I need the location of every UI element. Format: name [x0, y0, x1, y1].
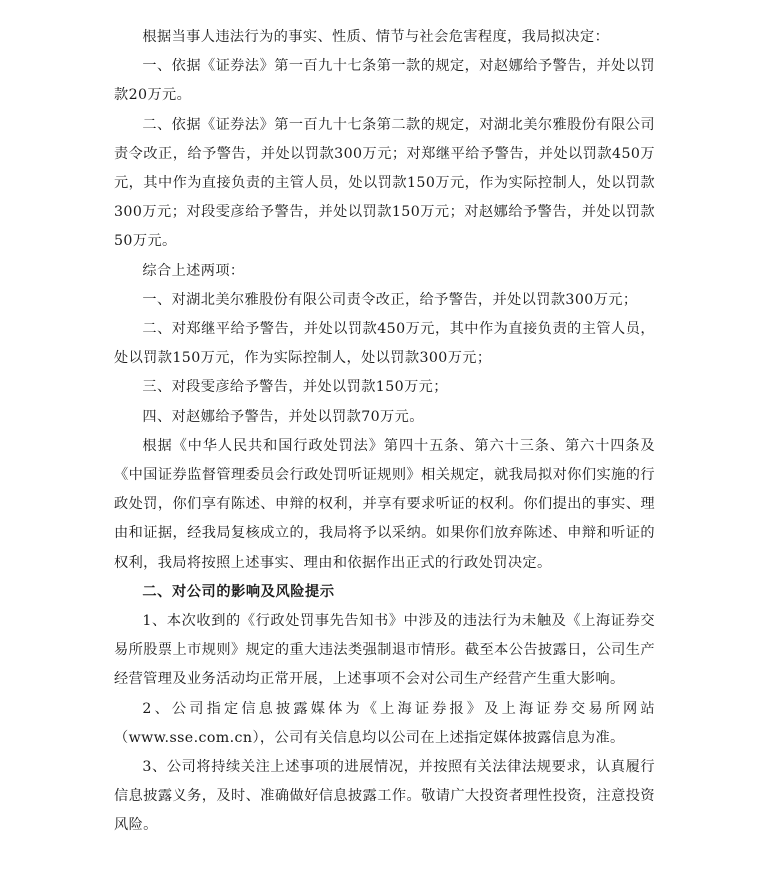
- paragraph-summary-item-2: 二、对郑继平给予警告，并处以罚款450万元，其中作为直接负责的主管人员，处以罚款150万元，作为实际控制人，处以罚款300万元；: [114, 321, 655, 367]
- document-page: [114, 23, 655, 841]
- paragraph-summary-intro: 综合上述两项：: [142, 262, 245, 279]
- paragraph-hearing-rights: 根据《中华人民共和国行政处罚法》第四十五条、第六十三条、第六十四条及《中国证券监督管理委员会行政处罚听证规则》相关规定，就我局拟对你们实施的行政处罚，你们享有陈述、申辩的权利，并享有要求听证的权利。你们提出的事实、理由和证据，经我局复核成立的，我局将予以采纳。如果你们放弃陈述、申辩和听证的权利，我局将按照上述事实、理由和依据作出正式的行政处罚决定。: [114, 437, 655, 571]
- paragraph-impact-3: 3、公司将持续关注上述事项的进展情况，并按照有关法律法规要求，认真履行信息披露义务，及时、准确做好信息披露工作。敬请广大投资者理性投资，注意投资风险。: [114, 759, 655, 834]
- paragraph-decision-item-2: 二、依据《证券法》第一百九十七条第二款的规定，对湖北美尔雅股份有限公司责令改正，给予警告，并处以罚款300万元；对郑继平给予警告，并处以罚款450万元，其中作为直接负责的主管人员，处以罚款150万元，作为实际控制人，处以罚款300万元；对段雯彦给予警告，并处以罚款150万元；对赵娜给予警告，并处以罚款50万元。: [114, 116, 655, 250]
- paragraph-summary-item-3: 三、对段雯彦给予警告，并处以罚款150万元；: [142, 379, 448, 396]
- paragraph-decision-item-1: 一、依据《证券法》第一百九十七条第一款的规定，对赵娜给予警告，并处以罚款20万元。: [114, 58, 655, 104]
- paragraph-summary-item-4: 四、对赵娜给予警告，并处以罚款70万元。: [142, 408, 424, 425]
- section-heading-impact-and-risk: 二、对公司的影响及风险提示: [142, 583, 335, 600]
- paragraph-summary-item-1: 一、对湖北美尔雅股份有限公司责令改正，给予警告，并处以罚款300万元；: [142, 291, 638, 308]
- paragraph-impact-1: 1、本次收到的《行政处罚事先告知书》中涉及的违法行为未触及《上海证券交易所股票上市规则》规定的重大违法类强制退市情形。截至本公告披露日，公司生产经营管理及业务活动均正常开展，上述事项不会对公司生产经营产生重大影响。: [114, 613, 655, 688]
- paragraph-decision-intro: 根据当事人违法行为的事实、性质、情节与社会危害程度，我局拟决定：: [142, 29, 610, 45]
- paragraph-impact-2: 2、公司指定信息披露媒体为《上海证券报》及上海证券交易所网站（www.sse.com.cn），公司有关信息均以公司在上述指定媒体披露信息为准。: [114, 700, 655, 746]
